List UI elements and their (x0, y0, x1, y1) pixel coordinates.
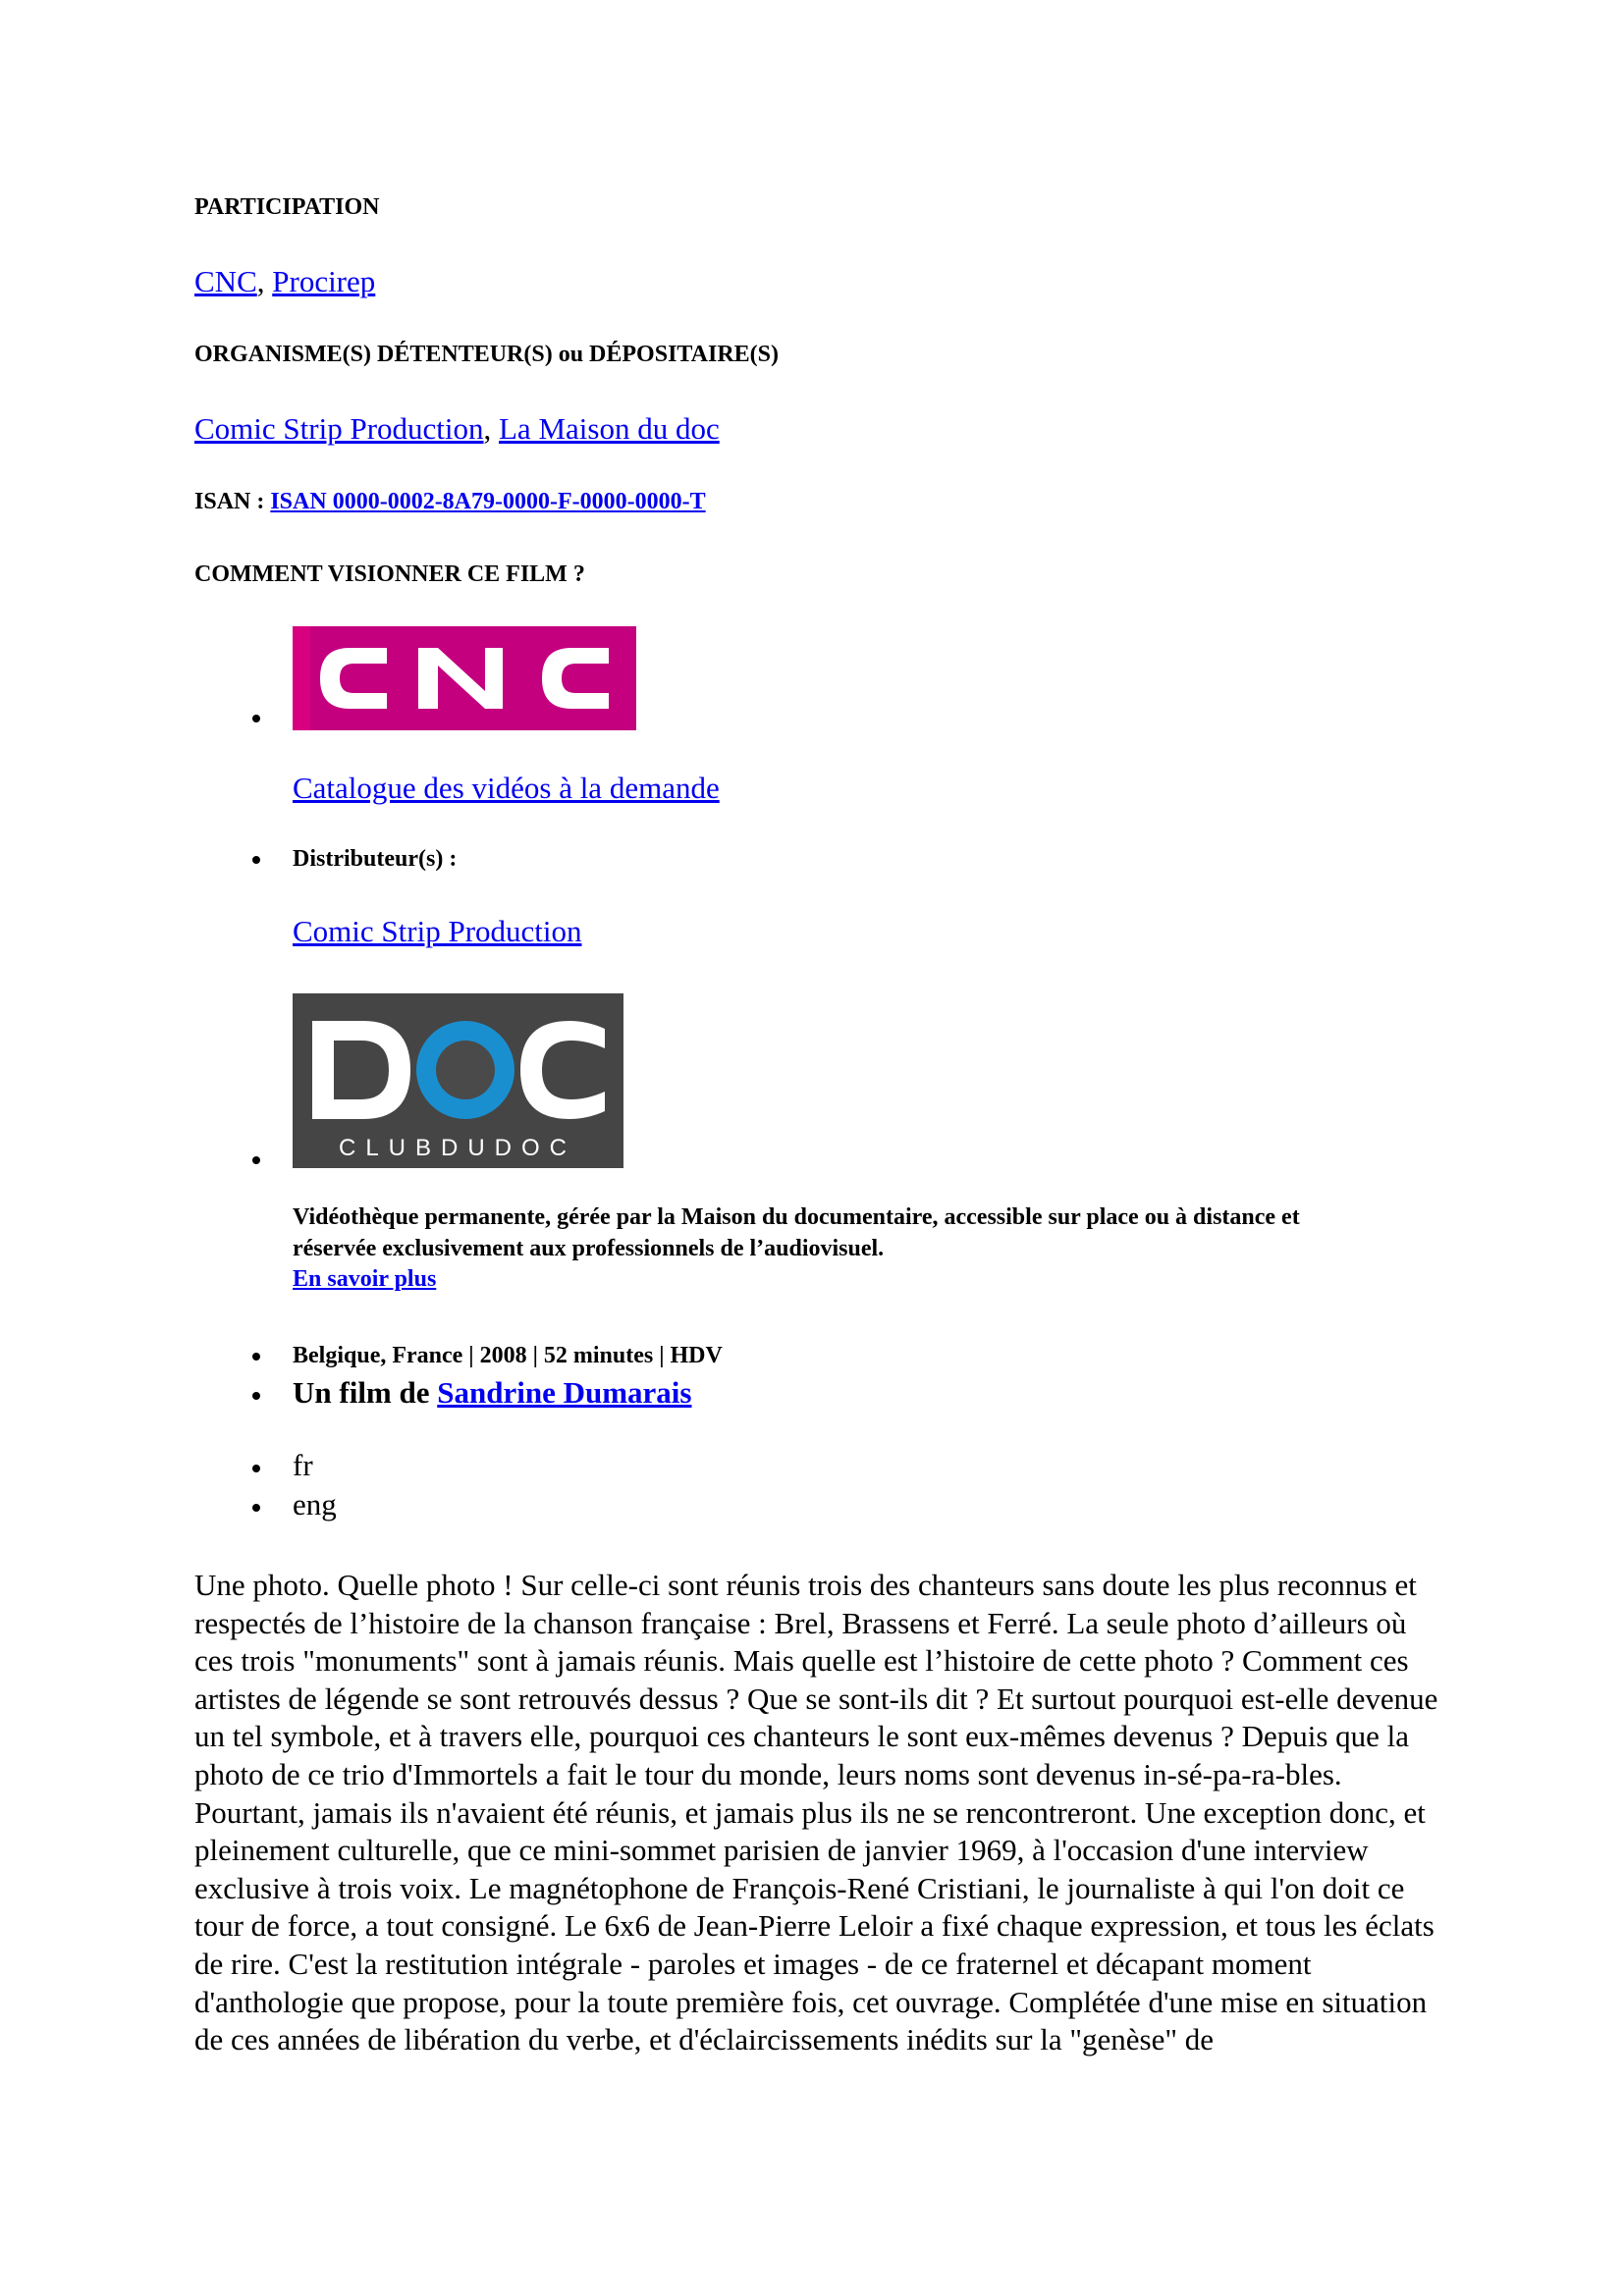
club-du-doc-more-link[interactable]: En savoir plus (293, 1266, 437, 1292)
watch-option-cnc (194, 626, 720, 807)
bullet (252, 1504, 260, 1512)
language-fr[interactable]: fr (293, 1448, 313, 1482)
participation-link-procirep[interactable]: Procirep (272, 264, 376, 298)
club-du-doc-description: Vidéothèque permanente, gérée par la Maison du documentaire, accessible sur place ou à distance et réservée exclusivement aux professionnels de l’audiovisuel. (293, 1204, 1300, 1261)
holder-link-comic-strip[interactable]: Comic Strip Production (194, 411, 484, 446)
language-item-fr (194, 1447, 313, 1484)
link-separator: , (256, 264, 273, 298)
club-du-doc-logo (293, 993, 623, 1168)
isan-label: ISAN : (194, 489, 271, 514)
holders-links (194, 410, 720, 448)
watch-option-distributors (194, 844, 582, 950)
film-author-prefix: Un film de (293, 1375, 438, 1410)
language-item-eng (194, 1486, 337, 1523)
watch-option-club-du-doc (194, 993, 1382, 1294)
distributors-label: Distributeur(s) : (293, 846, 458, 872)
isan-link[interactable]: ISAN 0000-0002-8A79-0000-F-0000-0000-T (270, 489, 706, 514)
holder-link-maison-du-doc[interactable]: La Maison du doc (499, 411, 720, 446)
club-du-doc-logo-subtext: CLUBDUDOC (338, 1135, 577, 1161)
film-author-item (194, 1374, 691, 1412)
distributor-link-comic-strip[interactable]: Comic Strip Production (293, 914, 582, 948)
film-author-link[interactable]: Sandrine Dumarais (437, 1375, 692, 1410)
bullet (252, 1392, 260, 1400)
link-separator: , (483, 411, 499, 446)
film-meta-item (194, 1341, 723, 1370)
cnc-logo (293, 626, 636, 730)
participation-heading: PARTICIPATION (194, 194, 380, 220)
bullet (252, 715, 260, 722)
bullet (252, 1353, 260, 1361)
cnc-catalogue-link[interactable]: Catalogue des vidéos à la demande (293, 771, 720, 805)
club-du-doc-logo-link[interactable] (293, 993, 1382, 1168)
film-synopsis: Une photo. Quelle photo ! Sur celle-ci sont réunis trois des chanteurs sans doute les plus reconnus et respectés de l’histoire de la chanson française : Brel, Brassens et Ferré. La seule photo d’ailleurs où ces trois "monuments" sont à jamais réunis. Mais quelle est l’histoire de cette photo ? Comment ces artistes de légende se sont retrouvés dessus ? Que se sont-ils dit ? Et surtout pourquoi est-elle devenue un tel symbole, et à travers elle, pourquoi ces chanteurs le sont eux-mêmes devenus ? Depuis que la photo de ce trio d'Immortels a fait le tour du monde, leurs noms sont devenus in-sé-pa-ra-bles. Pourtant, jamais ils n'avaient été réunis, et jamais plus ils ne se rencontreront. Une exception donc, et pleinement culturelle, que ce mini-sommet parisien de janvier 1969, à l'occasion d'une interview exclusive à trois voix. Le magnétophone de François-René Cristiani, le journaliste à qui l'on doit ce tour de force, a tout consigné. Le 6x6 de Jean-Pierre Leloir a fixé chaque expression, et tous les éclats de rire. C'est la restitution intégrale - paroles et images - de ce fraternel et décapant moment d'anthologie que propose, pour la toute première fois, cet ouvrage. Complétée d'une mise en situation de ces années de libération du verbe, et d'éclaircissements inédits sur la "genèse" de (194, 1568, 1438, 2057)
participation-links (194, 263, 375, 300)
cnc-logo-link[interactable] (293, 626, 720, 730)
bullet (252, 856, 260, 864)
participation-link-cnc[interactable]: CNC (194, 264, 257, 298)
bullet (252, 1156, 260, 1164)
isan-line (194, 487, 706, 516)
holders-heading: ORGANISME(S) DÉTENTEUR(S) ou DÉPOSITAIRE(S) (194, 342, 779, 367)
film-meta: Belgique, France | 2008 | 52 minutes | HDV (293, 1343, 723, 1368)
language-eng[interactable]: eng (293, 1487, 337, 1522)
how-to-watch-heading: COMMENT VISIONNER CE FILM ? (194, 561, 585, 587)
bullet (252, 1465, 260, 1472)
